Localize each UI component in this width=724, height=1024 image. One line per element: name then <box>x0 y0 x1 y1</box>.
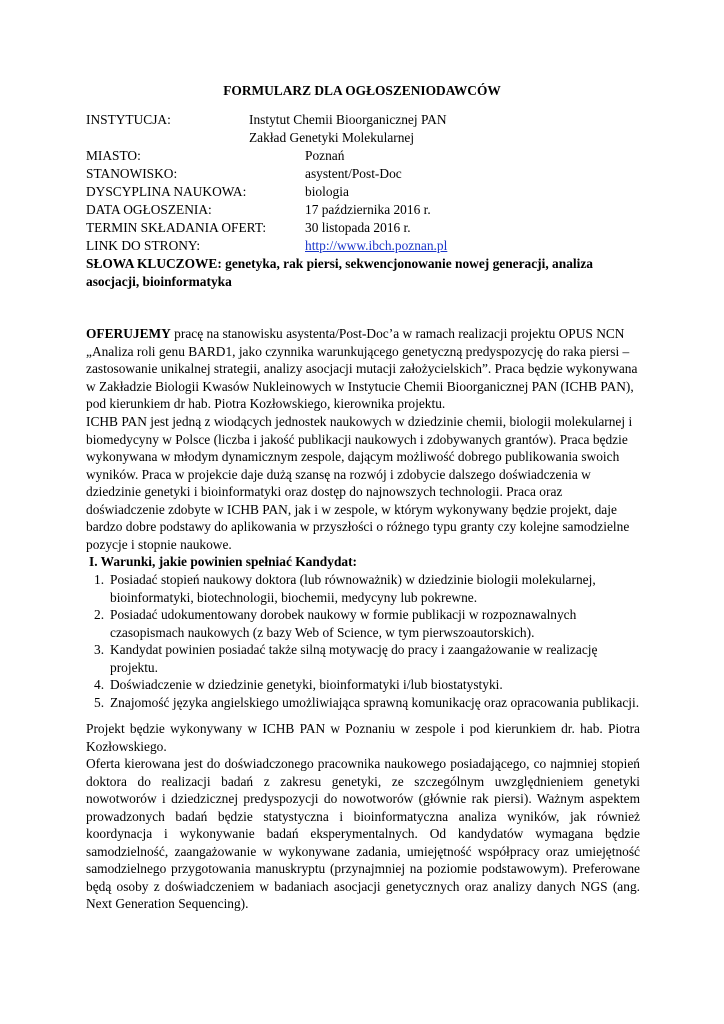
list-item-text: Posiadać stopień naukowy doktora (lub równoważnik) w dziedzinie biologii molekularnej, bioinformatyki, biotechnologii, biochemii, medycyny lub pokrewne. <box>110 572 596 605</box>
discipline-label: DYSCYPLINA NAUKOWA: <box>86 184 247 199</box>
website-link[interactable]: http://www.ibch.poznan.pl <box>305 238 448 253</box>
offer-paragraph <box>86 325 640 413</box>
list-item-number: 4. <box>94 677 105 692</box>
link-label: LINK DO STRONY: <box>86 238 201 253</box>
list-item-number: 3. <box>94 642 105 657</box>
discipline-value: biologia <box>305 184 349 199</box>
date-label: DATA OGŁOSZENIA: <box>86 202 212 217</box>
city-label: MIASTO: <box>86 148 141 163</box>
position-value: asystent/Post-Doc <box>305 166 402 181</box>
list-item-number: 1. <box>94 572 105 587</box>
list-item-text: Znajomość języka angielskiego umożliwiająca sprawną komunikację oraz opracowania publikacji. <box>110 694 640 710</box>
project-paragraph: Projekt będzie wykonywany w ICHB PAN w Poznaniu w zespole i pod kierunkiem dr. hab. Piotra Kozłowskiego. <box>86 721 640 754</box>
list-item-number: 5. <box>94 694 105 710</box>
position-label: STANOWISKO: <box>86 166 178 181</box>
requirements-heading: I. Warunki, jakie powinien spełniać Kandydat: <box>89 554 358 569</box>
list-item-text: Kandydat powinien posiadać także silną motywację do pracy i zaangażowanie w realizację projektu. <box>110 642 598 675</box>
list-item-number: 2. <box>94 607 105 622</box>
date-value: 17 października 2016 r. <box>305 202 431 217</box>
offer-lead: OFERUJEMY <box>86 326 171 341</box>
list-item <box>86 606 640 641</box>
city-value: Poznań <box>305 148 345 163</box>
list-item <box>86 641 640 676</box>
list-item-text: Doświadczenie w dziedzinie genetyki, bioinformatyki i/lub biostatystyki. <box>110 677 503 692</box>
list-item <box>86 694 640 712</box>
list-item <box>86 676 640 694</box>
deadline-value: 30 listopada 2016 r. <box>305 220 411 235</box>
document-title: FORMULARZ DLA OGŁOSZENIODAWCÓW <box>223 83 501 98</box>
institution-label: INSTYTUCJA: <box>86 112 171 127</box>
offer-text: pracę na stanowisku asystenta/Post-Doc’a w ramach realizacji projektu OPUS NCN „Analiza roli genu BARD1, jako czynnika warunkującego genetyczną predyspozycję do raka piersi – zastosowanie unikalnej strategii, analizy asocjacji mutacji założycielskich”. Praca będzie wykonywana w Zakładzie Biologii Kwasów Nukleinowych w Instytucie Chemii Bioorganicznej PAN (ICHB PAN), pod kierunkiem dr hab. Piotra Kozłowskiego, kierownika projektu. <box>86 326 638 411</box>
department-value: Zakład Genetyki Molekularnej <box>249 130 415 145</box>
institute-paragraph: ICHB PAN jest jedną z wiodących jednostek naukowych w dziedzinie chemii, biologii molekularnej i biomedycyny w Polsce (liczba i jakość publikacji naukowych i zdobywanych grantów). Praca będzie wykonywana w młodym dynamicznym zespole, dającym możliwość dobrego publikowania swoich wyników. Praca w projekcie daje dużą szansę na rozwój i zdobycie dalszego doświadczenia w dziedzinie genetyki i bioinformatyki oraz dostęp do najnowszych technologii. Praca oraz doświadczenie zdobyte w ICHB PAN, jak i w zespole, w którym wykonywany będzie projekt, daje bardzo dobre podstawy do aplikowania w przyszłości o różnego typu granty czy kolejne samodzielne pozycje i stopnie naukowe. <box>86 414 633 552</box>
list-item-text: Posiadać udokumentowany dorobek naukowy w formie publikacji w rozpoznawalnych czasopismach naukowych (z bazy Web of Science, w tym pierwszoautorskich). <box>110 607 577 640</box>
offer-details-paragraph: Oferta kierowana jest do doświadczonego pracownika naukowego posiadającego, co najmniej stopień doktora do realizacji badań z zakresu genetyki, ze szczególnym uwzględnieniem genetyki nowotworów i dziedzicznej predyspozycji do nowotworów (głównie rak piersi). Ważnym aspektem prowadzonych badań będzie statystyczna i bioinformatyczna analiza wyników, jak również koordynacja i wykonywanie badań eksperymentalnych. Od kandydatów wymagana będzie samodzielność, zaangażowanie w wykonywane zadania, umiejętność współpracy oraz umiejętność samodzielnego przygotowania manuskryptu (przynajmniej na poziomie podstawowym). Preferowane będą osoby z doświadczeniem w badaniach asocjacji genetycznych oraz analizy danych NGS (ang. Next Generation Sequencing). <box>86 756 640 911</box>
keywords-line: SŁOWA KLUCZOWE: genetyka, rak piersi, sekwencjonowanie nowej generacji, analiza asocjacji, bioinformatyka <box>86 256 593 289</box>
list-item <box>86 571 640 606</box>
deadline-label: TERMIN SKŁADANIA OFERT: <box>86 220 267 235</box>
institution-value: Instytut Chemii Bioorganicznej PAN <box>249 112 447 127</box>
requirements-list <box>86 571 640 711</box>
